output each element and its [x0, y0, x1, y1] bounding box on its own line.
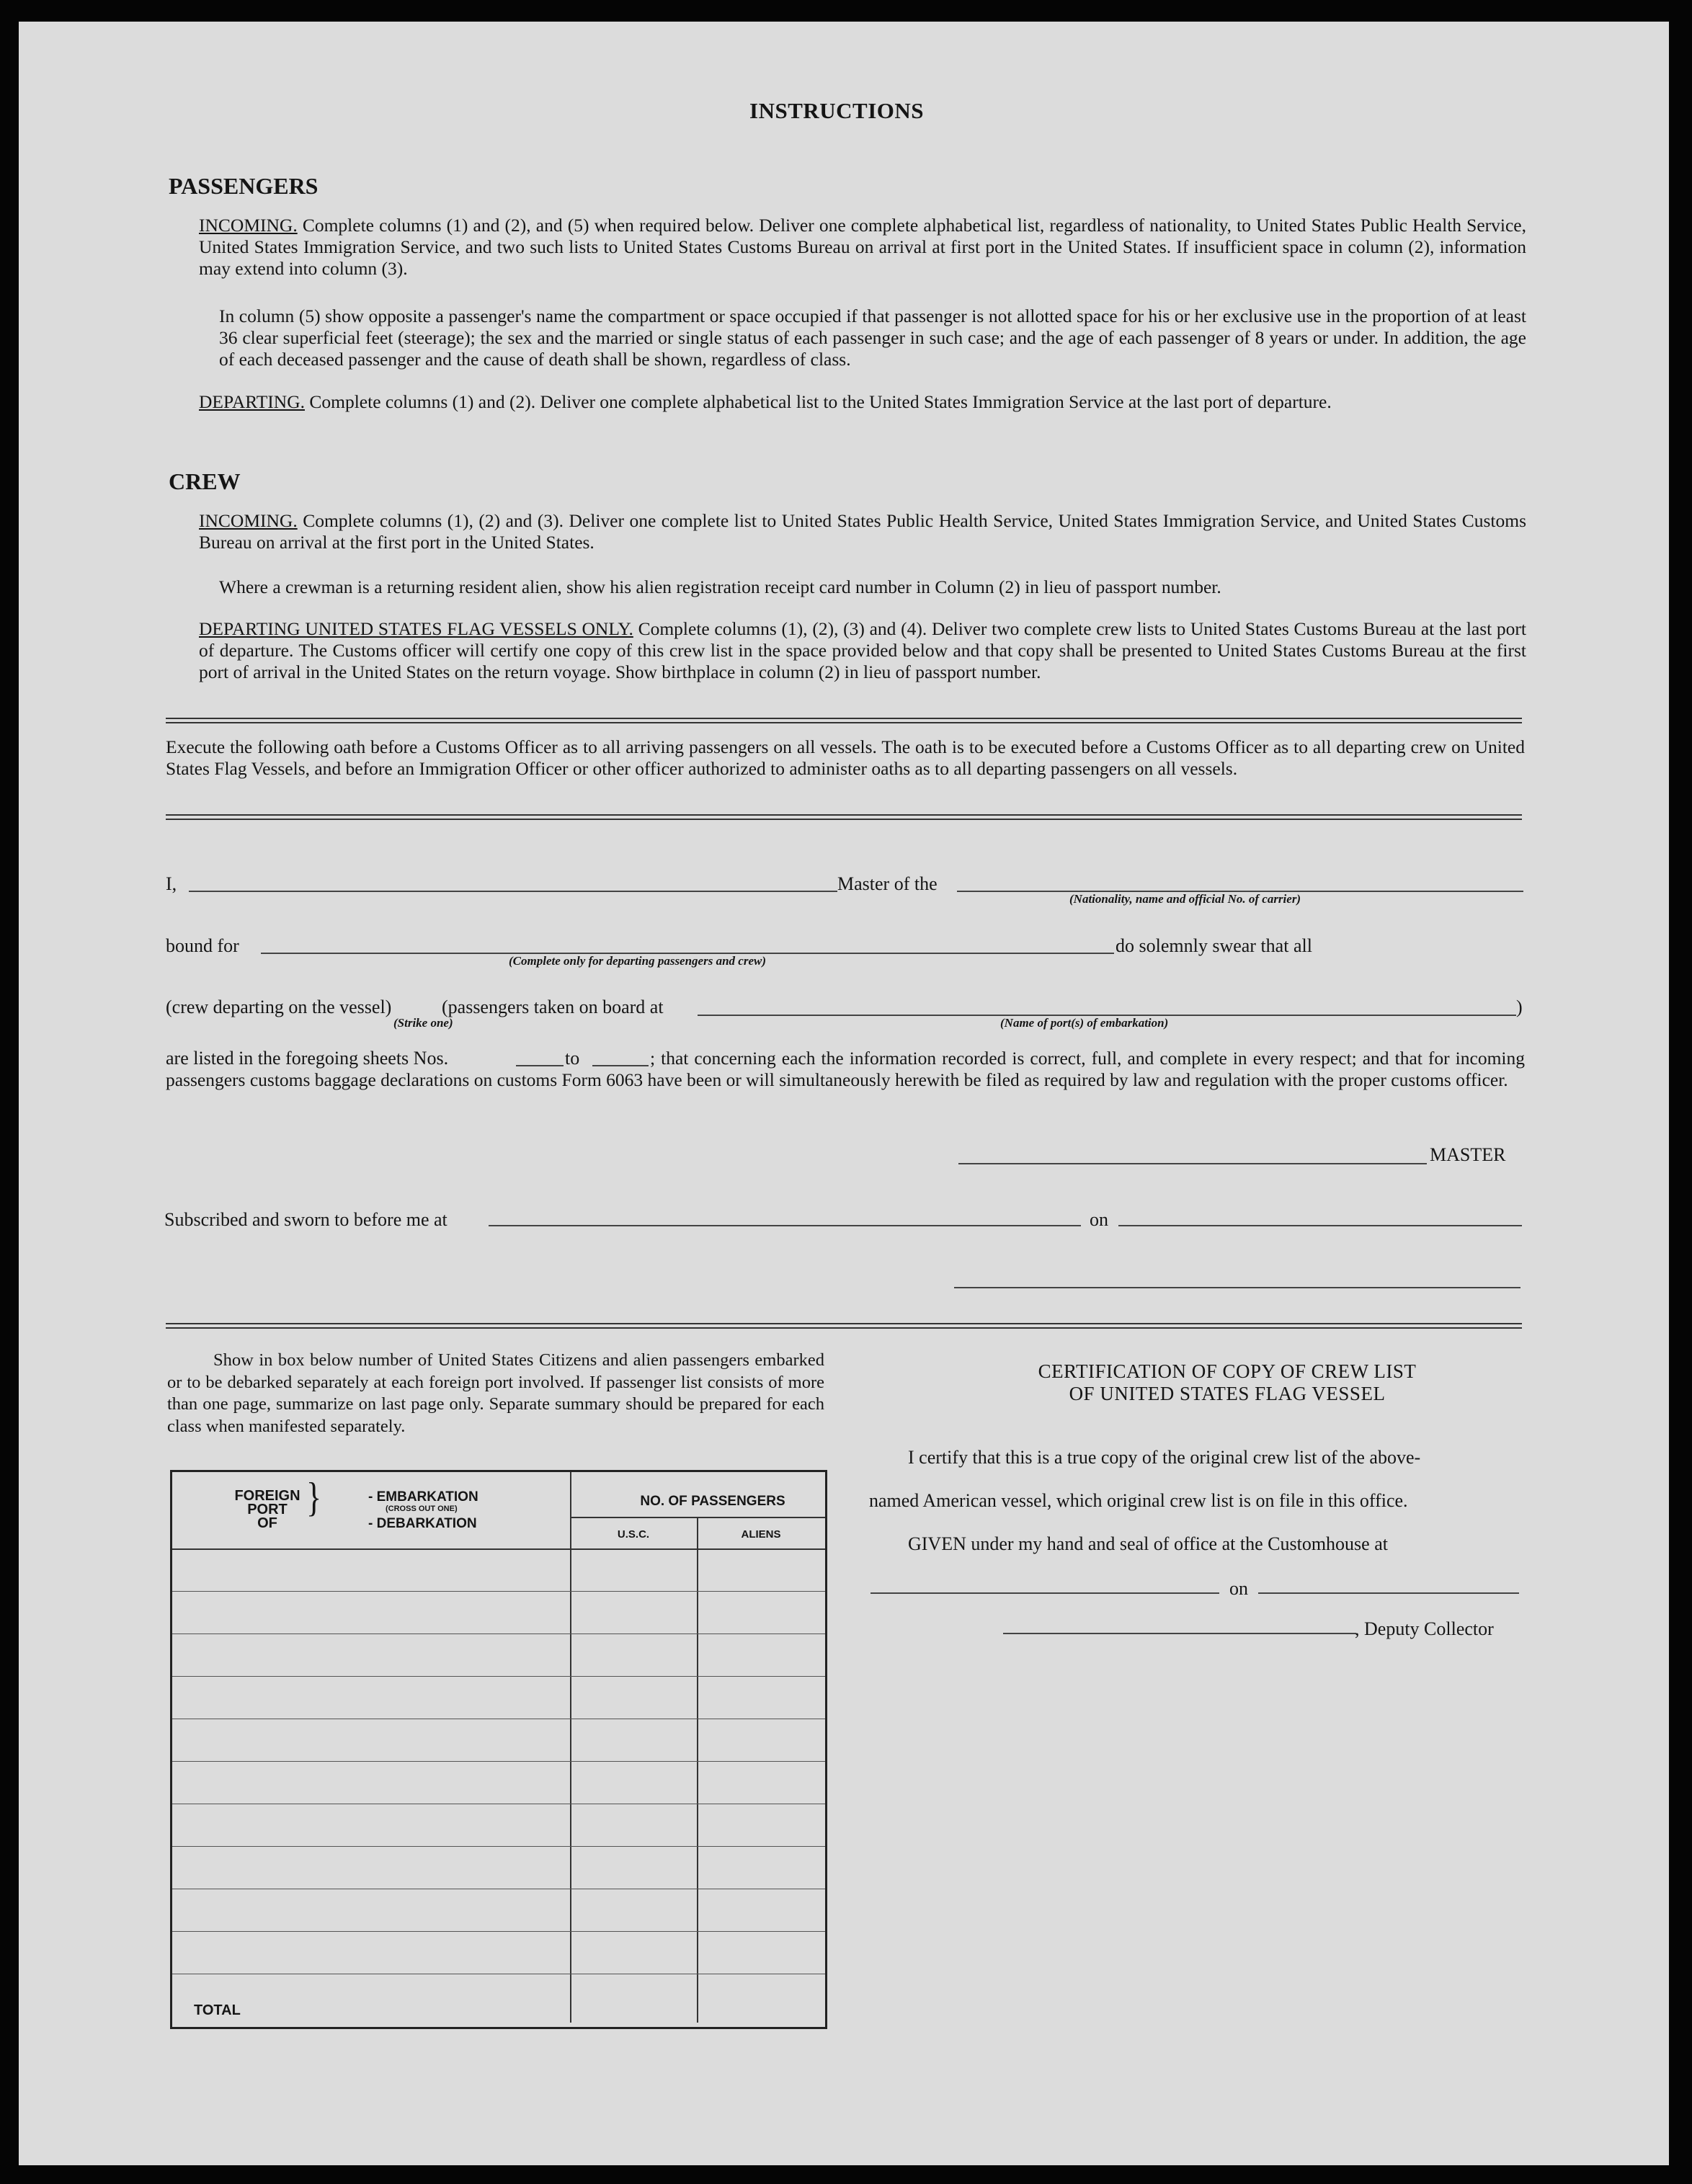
table-row — [172, 1931, 825, 1932]
deputy-signature-field[interactable] — [1003, 1633, 1356, 1634]
master-signature-field[interactable] — [958, 1163, 1427, 1164]
bound-for-caption: (Complete only for departing passengers and crew) — [509, 954, 766, 968]
passengers-departing — [199, 391, 1526, 413]
table-row — [172, 1676, 825, 1677]
usc-header: U.S.C. — [617, 1528, 650, 1541]
certification-title — [872, 1360, 1582, 1405]
crew-incoming-label: INCOMING. — [199, 510, 298, 531]
passengers-incoming-text: Complete columns (1) and (2), and (5) when required below. Deliver one complete alphabetical list, regardless of nationality, to United States Public Health Service, United States Immigration Service, and two such lists to United States Customs Bureau on arrival at first port in the United States. If insufficient space in column (2), information may extend into column (3). — [199, 215, 1527, 279]
crew-departing — [199, 618, 1526, 683]
oath-i-label: I, — [166, 873, 177, 894]
summary-note: Show in box below number of United States Citizens and alien passengers embarked or to be debarked separately at each foreign port involved. If passenger list consists of more than one page, summarize on last page only. Separate summary should be prepared for each class when manifested separately. — [167, 1350, 824, 1436]
port-caption: (Name of port(s) of embarkation) — [1000, 1016, 1169, 1030]
oath-text: ; that concerning each the information recorded is correct, full, and complete in every respect; and that for incoming passengers customs baggage declarations on customs Form 6063 have been or will simultaneously herewith be filed as required by law and regulation with the proper customs officer. — [166, 1048, 1525, 1090]
crew-heading: CREW — [169, 468, 241, 494]
officer-signature-field[interactable] — [954, 1287, 1520, 1288]
subscribed-label: Subscribed and sworn to before me at — [164, 1209, 448, 1230]
customhouse-field[interactable] — [871, 1592, 1219, 1594]
crew-departing-text: Complete columns (1), (2), (3) and (4). Deliver two complete crew lists to United States Customs Bureau at the last port of departure. The Customs officer will certify one copy of this crew list in the space provided below and that copy shall be presented to United States Customs Bureau at the first port of arrival in the United States on the return voyage. Show birthplace in column (2) in lieu of passport number. — [199, 618, 1527, 682]
passengers-incoming-label: INCOMING. — [199, 215, 298, 236]
certification-title-line2: OF UNITED STATES FLAG VESSEL — [1069, 1383, 1386, 1404]
bound-for-label: bound for — [166, 935, 239, 956]
passengers-taken-option[interactable]: (passengers taken on board at — [442, 997, 664, 1017]
crew-incoming-text: Complete columns (1), (2) and (3). Deliver one complete list to United States Public Health Service, United States Immigration Service, and United States Customs Bureau on arrival at the first port in the United States. — [199, 510, 1527, 553]
certification-title-line1: CERTIFICATION OF COPY OF CREW LIST — [1038, 1360, 1417, 1382]
embarkation-option[interactable]: - EMBARKATION — [368, 1489, 478, 1505]
close-paren: ) — [1516, 997, 1523, 1017]
sheets-label: are listed in the foregoing sheets Nos. — [166, 1048, 449, 1069]
master-label: MASTER — [1430, 1144, 1506, 1165]
given-text: GIVEN under my hand and seal of office at the Customhouse at — [908, 1533, 1388, 1554]
passengers-departing-text: Complete columns (1) and (2). Deliver one complete alphabetical list to the United States Immigration Service at the last port of departure. — [309, 391, 1332, 412]
foreign-port-header — [231, 1489, 303, 1530]
foreign-label: FOREIGN — [234, 1488, 300, 1504]
sworn-place-field[interactable] — [489, 1225, 1081, 1226]
crew-departing-option[interactable]: (crew departing on the vessel) — [166, 997, 392, 1017]
of-label: OF — [257, 1515, 277, 1531]
column-divider — [697, 1517, 698, 2023]
double-rule — [166, 814, 1522, 820]
certify-text-2: named American vessel, which original crew list is on file in this office. — [869, 1490, 1408, 1511]
debarkation-option[interactable]: - DEBARKATION — [368, 1516, 477, 1531]
aliens-header: ALIENS — [741, 1528, 781, 1541]
table-row — [172, 1846, 825, 1847]
port-label: PORT — [247, 1502, 288, 1517]
sworn-on-label: on — [1090, 1209, 1108, 1230]
table-row — [172, 1591, 825, 1592]
cert-on-label: on — [1229, 1578, 1248, 1599]
passengers-column5: In column (5) show opposite a passenger's name the compartment or space occupied if that passenger is not allotted space for his or her exclusive use in the proportion of at least 36 clear superficial feet (steerage); the sex and the married or single status of each passenger in such case; and the age of each passenger of 8 years or under. In addition, the age of each deceased passenger and the cause of death shall be shown, regardless of class. — [219, 306, 1526, 370]
page-title: INSTRUCTIONS — [749, 98, 925, 123]
cross-out-note: (CROSS OUT ONE) — [386, 1505, 458, 1513]
double-rule — [166, 1323, 1522, 1329]
header-bottom-rule — [172, 1548, 825, 1550]
certify-text-1: I certify that this is a true copy of the original crew list of the above- — [908, 1447, 1421, 1468]
sworn-date-field[interactable] — [1118, 1225, 1522, 1226]
brace-icon: } — [306, 1474, 322, 1521]
crew-incoming — [199, 510, 1526, 553]
sheets-to-label: to — [565, 1048, 580, 1069]
table-row — [172, 1633, 825, 1634]
passenger-summary-table — [170, 1470, 827, 2029]
passengers-heading: PASSENGERS — [169, 173, 319, 199]
crew-alien-note: Where a crewman is a returning resident alien, show his alien registration receipt card number in Column (2) in lieu of passport number. — [219, 576, 1221, 597]
crew-departing-label: DEPARTING UNITED STATES FLAG VESSELS ONLY. — [199, 618, 633, 639]
passengers-departing-label: DEPARTING. — [199, 391, 305, 412]
total-label: TOTAL — [194, 2002, 241, 2018]
double-rule — [166, 718, 1522, 723]
carrier-caption: (Nationality, name and official No. of carrier) — [1069, 892, 1301, 906]
column-divider — [570, 1472, 571, 2023]
oath-instructions: Execute the following oath before a Customs Officer as to all arriving passengers on all vessels. The oath is to be executed before a Customs Officer as to all departing crew on United States Flag Vessels, and before an Immigration Officer or other officer authorized to administer oaths as to all departing passengers on all vessels. — [166, 736, 1525, 779]
passengers-incoming — [199, 215, 1526, 280]
table-row — [172, 1761, 825, 1762]
master-of-the-label: Master of the — [837, 873, 938, 894]
strike-one-caption: (Strike one) — [393, 1016, 453, 1030]
no-of-passengers-header: NO. OF PASSENGERS — [640, 1494, 785, 1509]
deputy-collector-label: , Deputy Collector — [1355, 1618, 1494, 1639]
oath-master-name-field[interactable] — [189, 891, 837, 892]
swear-text: do solemnly swear that all — [1116, 935, 1312, 956]
cert-date-field[interactable] — [1258, 1592, 1519, 1594]
